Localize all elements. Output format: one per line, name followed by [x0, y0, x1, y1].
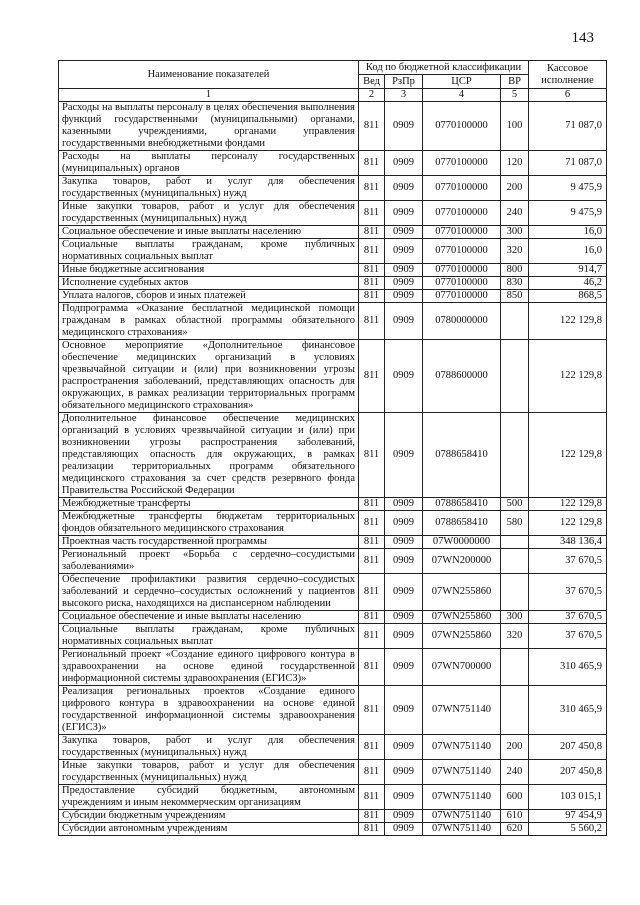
row-amount: 122 129,8 — [529, 413, 607, 498]
row-ved: 811 — [359, 151, 385, 176]
row-vr: 830 — [501, 277, 529, 290]
row-rzpr: 0909 — [385, 498, 423, 511]
row-csr: 0780000000 — [423, 303, 501, 340]
row-name: Региональный проект «Борьба с сердечно–сосудистыми заболеваниями» — [59, 549, 359, 574]
row-name: Обеспечение профилактики развития сердечно–сосудистых заболеваний и сердечно–сосудистых осложнений у пациентов высокого риска, находящихся на диспансерном наблюдении — [59, 574, 359, 611]
row-vr: 300 — [501, 226, 529, 239]
row-name: Социальные выплаты гражданам, кроме публичных нормативных социальных выплат — [59, 239, 359, 264]
row-csr: 0770100000 — [423, 290, 501, 303]
table-row — [59, 549, 607, 574]
table-header — [59, 61, 607, 102]
row-ved: 811 — [359, 340, 385, 413]
header-rzpr: РзПр — [385, 75, 423, 89]
row-rzpr: 0909 — [385, 574, 423, 611]
table-row — [59, 498, 607, 511]
row-rzpr: 0909 — [385, 810, 423, 823]
row-name: Субсидии автономным учреждениям — [59, 823, 359, 836]
row-amount: 207 450,8 — [529, 760, 607, 785]
row-amount: 97 454,9 — [529, 810, 607, 823]
row-csr: 07WN751140 — [423, 760, 501, 785]
header-code-group: Код по бюджетной классификации — [359, 61, 529, 75]
row-vr: 620 — [501, 823, 529, 836]
row-ved: 811 — [359, 760, 385, 785]
row-csr: 0770100000 — [423, 201, 501, 226]
table-row — [59, 624, 607, 649]
row-amount: 122 129,8 — [529, 303, 607, 340]
row-vr — [501, 649, 529, 686]
header-vr: ВР — [501, 75, 529, 89]
row-name: Иные бюджетные ассигнования — [59, 264, 359, 277]
row-csr: 07WN200000 — [423, 549, 501, 574]
row-csr: 07WN255860 — [423, 611, 501, 624]
row-ved: 811 — [359, 574, 385, 611]
row-vr — [501, 549, 529, 574]
row-vr: 320 — [501, 239, 529, 264]
row-amount: 914,7 — [529, 264, 607, 277]
row-csr: 07WN751140 — [423, 735, 501, 760]
row-amount: 868,5 — [529, 290, 607, 303]
table-body — [59, 102, 607, 836]
row-vr: 320 — [501, 624, 529, 649]
row-ved: 811 — [359, 785, 385, 810]
row-vr: 610 — [501, 810, 529, 823]
row-amount: 122 129,8 — [529, 511, 607, 536]
row-csr: 0770100000 — [423, 176, 501, 201]
row-amount: 16,0 — [529, 226, 607, 239]
row-vr — [501, 303, 529, 340]
table-row — [59, 264, 607, 277]
row-amount: 71 087,0 — [529, 102, 607, 151]
table-row — [59, 611, 607, 624]
row-ved: 811 — [359, 511, 385, 536]
row-vr: 300 — [501, 611, 529, 624]
row-rzpr: 0909 — [385, 686, 423, 735]
row-ved: 811 — [359, 226, 385, 239]
row-ved: 811 — [359, 201, 385, 226]
table-row — [59, 176, 607, 201]
row-amount: 5 560,2 — [529, 823, 607, 836]
row-csr: 07WN700000 — [423, 649, 501, 686]
row-name: Подпрограмма «Оказание бесплатной медицинской помощи гражданам в рамках областной программы обязательного медицинского страхования» — [59, 303, 359, 340]
row-rzpr: 0909 — [385, 340, 423, 413]
row-ved: 811 — [359, 303, 385, 340]
row-vr: 800 — [501, 264, 529, 277]
row-ved: 811 — [359, 264, 385, 277]
row-rzpr: 0909 — [385, 151, 423, 176]
row-vr: 100 — [501, 102, 529, 151]
budget-table — [58, 60, 607, 836]
row-ved: 811 — [359, 549, 385, 574]
row-name: Предоставление субсидий бюджетным, автономным учреждениям и иным некоммерческим организациям — [59, 785, 359, 810]
header-ved: Вед — [359, 75, 385, 89]
table-row — [59, 649, 607, 686]
row-ved: 811 — [359, 498, 385, 511]
row-name: Региональный проект «Создание единого цифрового контура в здравоохранении на основе единой государственной информационной системы здравоохранения (ЕГИСЗ)» — [59, 649, 359, 686]
row-ved: 811 — [359, 611, 385, 624]
row-rzpr: 0909 — [385, 290, 423, 303]
row-rzpr: 0909 — [385, 413, 423, 498]
row-vr — [501, 686, 529, 735]
row-amount: 207 450,8 — [529, 735, 607, 760]
row-vr — [501, 536, 529, 549]
row-ved: 811 — [359, 239, 385, 264]
row-name: Социальное обеспечение и иные выплаты населению — [59, 611, 359, 624]
table-row — [59, 686, 607, 735]
row-csr: 07WN751140 — [423, 823, 501, 836]
row-name: Проектная часть государственной программы — [59, 536, 359, 549]
row-rzpr: 0909 — [385, 823, 423, 836]
header-num: 3 — [385, 89, 423, 102]
row-csr: 07W0000000 — [423, 536, 501, 549]
row-csr: 0770100000 — [423, 239, 501, 264]
row-ved: 811 — [359, 823, 385, 836]
header-num: 5 — [501, 89, 529, 102]
table-row — [59, 290, 607, 303]
row-vr: 500 — [501, 498, 529, 511]
row-ved: 811 — [359, 102, 385, 151]
row-rzpr: 0909 — [385, 201, 423, 226]
row-csr: 07WN255860 — [423, 574, 501, 611]
row-ved: 811 — [359, 810, 385, 823]
row-vr: 240 — [501, 201, 529, 226]
row-ved: 811 — [359, 649, 385, 686]
row-rzpr: 0909 — [385, 277, 423, 290]
row-ved: 811 — [359, 290, 385, 303]
row-vr: 600 — [501, 785, 529, 810]
row-amount: 46,2 — [529, 277, 607, 290]
row-rzpr: 0909 — [385, 102, 423, 151]
row-name: Межбюджетные трансферты — [59, 498, 359, 511]
row-ved: 811 — [359, 413, 385, 498]
row-amount: 103 015,1 — [529, 785, 607, 810]
row-csr: 07WN751140 — [423, 785, 501, 810]
row-amount: 37 670,5 — [529, 611, 607, 624]
row-rzpr: 0909 — [385, 624, 423, 649]
row-amount: 310 465,9 — [529, 686, 607, 735]
table-row — [59, 823, 607, 836]
table-row — [59, 760, 607, 785]
row-rzpr: 0909 — [385, 735, 423, 760]
table-row — [59, 785, 607, 810]
row-amount: 9 475,9 — [529, 176, 607, 201]
table-row — [59, 303, 607, 340]
row-vr: 120 — [501, 151, 529, 176]
row-vr — [501, 574, 529, 611]
row-rzpr: 0909 — [385, 511, 423, 536]
header-num: 1 — [59, 89, 359, 102]
row-ved: 811 — [359, 686, 385, 735]
row-vr: 240 — [501, 760, 529, 785]
row-rzpr: 0909 — [385, 226, 423, 239]
table-row — [59, 413, 607, 498]
row-csr: 0770100000 — [423, 151, 501, 176]
table-row — [59, 735, 607, 760]
row-vr — [501, 413, 529, 498]
row-name: Субсидии бюджетным учреждениям — [59, 810, 359, 823]
row-amount: 348 136,4 — [529, 536, 607, 549]
row-vr: 580 — [501, 511, 529, 536]
row-vr — [501, 340, 529, 413]
row-name: Иные закупки товаров, работ и услуг для обеспечения государственных (муниципальных) нужд — [59, 760, 359, 785]
row-rzpr: 0909 — [385, 264, 423, 277]
row-amount: 9 475,9 — [529, 201, 607, 226]
table-row — [59, 810, 607, 823]
table-row — [59, 226, 607, 239]
row-name: Социальные выплаты гражданам, кроме публичных нормативных социальных выплат — [59, 624, 359, 649]
row-csr: 0770100000 — [423, 264, 501, 277]
row-amount: 310 465,9 — [529, 649, 607, 686]
table-row — [59, 239, 607, 264]
row-name: Дополнительное финансовое обеспечение медицинских организаций в условиях чрезвычайной ситуации и (или) при возникновении угрозы распространения заболеваний, представляющих опасность для окружающих, в рамках реализации территориальных программ обязательного медицинского страхования за счет средств резервного фонда Правительства Российской Федерации — [59, 413, 359, 498]
row-csr: 0770100000 — [423, 277, 501, 290]
row-name: Иные закупки товаров, работ и услуг для обеспечения государственных (муниципальных) нужд — [59, 201, 359, 226]
row-csr: 0788658410 — [423, 498, 501, 511]
row-csr: 07WN255860 — [423, 624, 501, 649]
table-row — [59, 102, 607, 151]
row-csr: 07WN751140 — [423, 686, 501, 735]
header-num: 4 — [423, 89, 501, 102]
table-row — [59, 340, 607, 413]
row-rzpr: 0909 — [385, 611, 423, 624]
row-amount: 122 129,8 — [529, 340, 607, 413]
header-amount: Кассовое исполнение — [529, 61, 607, 89]
row-rzpr: 0909 — [385, 785, 423, 810]
row-rzpr: 0909 — [385, 549, 423, 574]
row-ved: 811 — [359, 536, 385, 549]
row-name: Основное мероприятие «Дополнительное финансовое обеспечение медицинских организаций в условиях чрезвычайной ситуации и (или) при возникновении угрозы распространения заболеваний, представляющих опасность для окружающих, в рамках реализации территориальных программ обязательного медицинского страхования» — [59, 340, 359, 413]
row-rzpr: 0909 — [385, 760, 423, 785]
row-vr: 850 — [501, 290, 529, 303]
row-name: Закупка товаров, работ и услуг для обеспечения государственных (муниципальных) нужд — [59, 735, 359, 760]
row-ved: 811 — [359, 277, 385, 290]
table-row — [59, 201, 607, 226]
row-ved: 811 — [359, 624, 385, 649]
row-vr: 200 — [501, 735, 529, 760]
row-name: Уплата налогов, сборов и иных платежей — [59, 290, 359, 303]
row-amount: 37 670,5 — [529, 624, 607, 649]
row-name: Межбюджетные трансферты бюджетам территориальных фондов обязательного медицинского страхования — [59, 511, 359, 536]
table-row — [59, 277, 607, 290]
header-csr: ЦСР — [423, 75, 501, 89]
row-name: Закупка товаров, работ и услуг для обеспечения государственных (муниципальных) нужд — [59, 176, 359, 201]
table-row — [59, 151, 607, 176]
row-name: Реализация региональных проектов «Создание единого цифрового контура в здравоохранении на основе единой государственной информационной системы здравоохранения (ЕГИСЗ)» — [59, 686, 359, 735]
row-name: Расходы на выплаты персоналу государственных (муниципальных) органов — [59, 151, 359, 176]
row-name: Расходы на выплаты персоналу в целях обеспечения выполнения функций государственными (муниципальными) органами, казенными учреждениями, органами управления государственными внебюджетными фондами — [59, 102, 359, 151]
row-ved: 811 — [359, 735, 385, 760]
row-rzpr: 0909 — [385, 303, 423, 340]
row-amount: 37 670,5 — [529, 549, 607, 574]
row-csr: 0788658410 — [423, 511, 501, 536]
row-amount: 16,0 — [529, 239, 607, 264]
table-row — [59, 574, 607, 611]
row-name: Социальное обеспечение и иные выплаты населению — [59, 226, 359, 239]
row-amount: 71 087,0 — [529, 151, 607, 176]
row-rzpr: 0909 — [385, 239, 423, 264]
table-row — [59, 536, 607, 549]
row-amount: 122 129,8 — [529, 498, 607, 511]
row-ved: 811 — [359, 176, 385, 201]
row-rzpr: 0909 — [385, 649, 423, 686]
row-csr: 0788658410 — [423, 413, 501, 498]
row-csr: 0770100000 — [423, 226, 501, 239]
header-num: 2 — [359, 89, 385, 102]
row-name: Исполнение судебных актов — [59, 277, 359, 290]
page-number: 143 — [571, 30, 594, 46]
header-name: Наименование показателей — [59, 61, 359, 89]
row-rzpr: 0909 — [385, 536, 423, 549]
row-amount: 37 670,5 — [529, 574, 607, 611]
row-csr: 0770100000 — [423, 102, 501, 151]
header-num: 6 — [529, 89, 607, 102]
row-vr: 200 — [501, 176, 529, 201]
row-rzpr: 0909 — [385, 176, 423, 201]
row-csr: 0788600000 — [423, 340, 501, 413]
row-csr: 07WN751140 — [423, 810, 501, 823]
table-row — [59, 511, 607, 536]
